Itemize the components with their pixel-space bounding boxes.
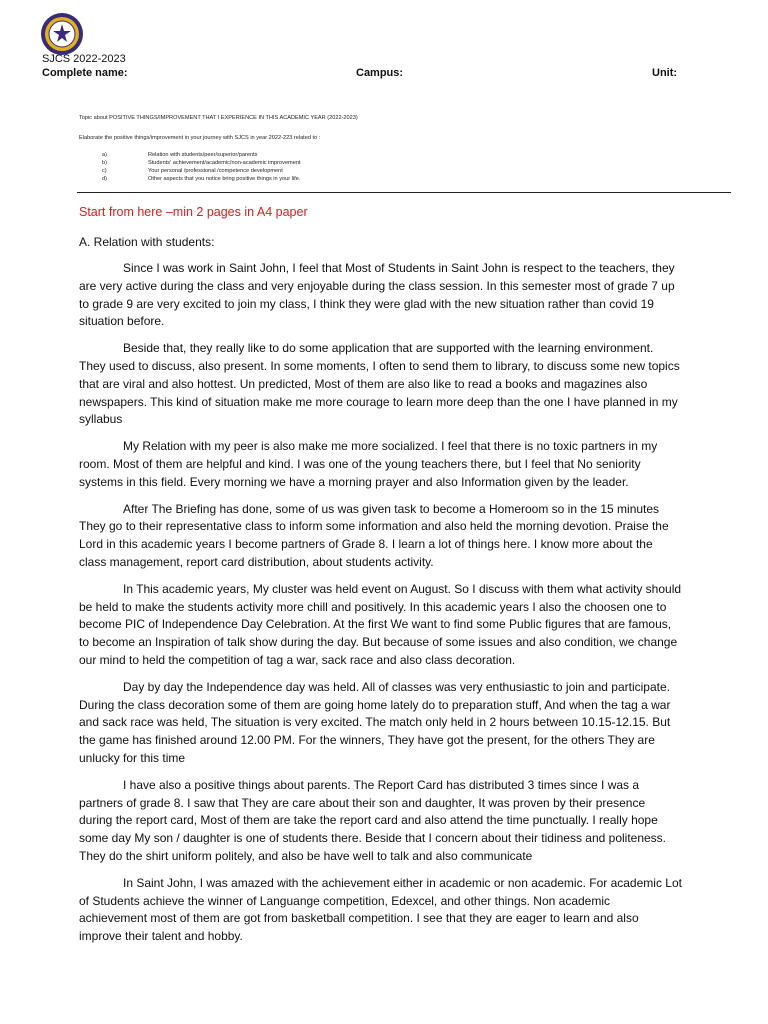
school-logo (40, 12, 84, 56)
instruction-item-text: Your personal /professional /competence development (148, 167, 283, 174)
paragraph-line: My Relation with my peer is also make me more socialized. I feel that there is no toxic partners in my (123, 439, 658, 454)
paragraph-line: Lord in this academic years I become partners of Grade 8. I learn a lot of things here. I know more about the (79, 537, 653, 552)
instruction-item-text: Students' achievement/academic/non-academic improvement (148, 159, 301, 166)
essay-paragraph (79, 501, 731, 572)
essay-body (79, 260, 731, 955)
paragraph-line: during the report card, Most of them are take the report card and also attend the time punctually. I really hope (79, 813, 658, 828)
paragraph-line: to grade 9 are very excited to join my class, I think they were glad with the new situation rather than covid 19 (79, 296, 654, 311)
essay-paragraph (79, 260, 731, 331)
divider-line (77, 192, 731, 193)
paragraph-line: that are viral and also hottest. Un predicted, Most of them are also like to read a books and magazines also (79, 376, 648, 391)
essay-paragraph (79, 438, 731, 491)
paragraph-line: achievement most of them are got from basketball competition. I see that they are eager to learn and also (79, 911, 639, 926)
paragraph-line: In This academic years, My cluster was held event on August. So I discuss with them what activity should (123, 581, 682, 596)
essay-paragraph (79, 340, 731, 429)
essay-paragraph (79, 777, 731, 866)
instruction-item-marker: d) (102, 175, 107, 182)
paragraph-line: partners of grade 8. I saw that They are care about their son and daughter, It was proven by their presence (79, 795, 646, 810)
unit-label: Unit: (652, 67, 678, 79)
school-year: SJCS 2022-2023 (42, 53, 126, 65)
paragraph-line: some day My son / daughter is one of students there. Beside that I concern about their tidiness and politeness. (79, 831, 667, 846)
instruction-item (79, 176, 301, 184)
paragraph-line: After The Briefing has done, some of us was given task to become a Homeroom so in the 15 minutes (123, 501, 660, 516)
paragraph-line: become PIC of Independence Day Celebration. At the first We want to find some Public figures that are famous, (79, 617, 672, 632)
paragraph-line: Day by day the Independence day was held. All of classes was very enthusiastic to join and participate. (123, 679, 670, 694)
section-title: A. Relation with students: (79, 235, 215, 249)
essay-paragraph (79, 875, 731, 946)
essay-paragraph (79, 679, 731, 768)
paragraph-line: unlucky for this time (79, 750, 186, 765)
paragraph-line: situation before. (79, 314, 165, 329)
paragraph-line: and sack race was held, The situation is very excited. The match only held in 2 hours between 10.15-12.15. But (79, 715, 671, 730)
instruction-list (79, 152, 301, 184)
paragraph-line: systems in this field. Every morning we have a morning prayer and also Information given by the leader. (79, 474, 629, 489)
essay-paragraph (79, 581, 731, 670)
instruction-item-marker: a) (102, 152, 107, 158)
topic-line: Topic about POSITIVE THINGS/IMPROVEMENT THAT I EXPERIENCE IN THIS ACADEMIC YEAR (2022-2023) (79, 115, 358, 121)
elaborate-line: Elaborate the positive things/improvement in your journey with SJCS in year 2022-223 related to : (79, 135, 321, 141)
instruction-item-marker: b) (102, 159, 107, 166)
paragraph-line: They used to discuss, also present. In some moments, I often to send them to library, to discuss some new topics (79, 358, 680, 373)
paragraph-line: syllabus (79, 412, 123, 427)
paragraph-line: room. Most of them are helpful and kind. I was one of the young teachers there, but I feel that No seniority (79, 456, 641, 471)
instruction-item-text: Relation with students/peer/superior/parents (148, 152, 258, 158)
paragraph-line: I have also a positive things about parents. The Report Card has distributed 3 times since I was a (123, 777, 640, 792)
instruction-item (79, 168, 301, 176)
paragraph-line: are very active during the class and very enjoyable during the class session. In this semester most of grade 7 up (79, 278, 675, 293)
paragraph-line: be held to make the students activity more chill and positively. In this academic years I also the choosen one to (79, 599, 667, 614)
start-note: Start from here –min 2 pages in A4 paper (79, 205, 308, 219)
paragraph-line: our mind to held the competition of tag a war, sack race and also class decoration. (79, 652, 516, 667)
paragraph-line: improve their talent and hobby. (79, 929, 243, 944)
complete-name-label: Complete name: (42, 67, 128, 79)
paragraph-line: During the class decoration some of them are going home lately do to preparation stuff, And when the tag a war (79, 697, 671, 712)
paragraph-line: newspapers. This kind of situation make me more courage to learn more deep than the one I have planned in my (79, 394, 678, 409)
paragraph-line: They do the shirt uniform politely, and also be have well to talk and also communicate (79, 848, 533, 863)
instruction-item (79, 152, 301, 160)
paragraph-line: Beside that, they really like to do some application that are supported with the learning environment. (123, 341, 654, 356)
paragraph-line: In Saint John, I was amazed with the achievement either in academic or non academic. For academic Lot (123, 875, 682, 890)
paragraph-line: of Students achieve the winner of Languange competition, Edexcel, and other things. Non academic (79, 893, 611, 908)
instruction-item-marker: c) (102, 167, 107, 174)
campus-label: Campus: (356, 67, 404, 79)
paragraph-line: Since I was work in Saint John, I feel that Most of Students in Saint John is respect to the teachers, they (123, 261, 675, 275)
paragraph-line: class management, report card distribution, about students activity. (79, 554, 434, 569)
paragraph-line: to become an Inspiration of talk show during the day. But because of some issues and also condition, we change (79, 635, 678, 650)
paragraph-line: the game has finished around 12.00 PM. For the winners, They have got the present, for the others They are (79, 733, 655, 748)
instruction-item (79, 160, 301, 168)
paragraph-line: They go to their representative class to inform some information and also held the morning devotion. Praise the (79, 519, 669, 534)
instruction-item-text: Other aspects that you notice bring positive things in your life. (148, 175, 301, 182)
